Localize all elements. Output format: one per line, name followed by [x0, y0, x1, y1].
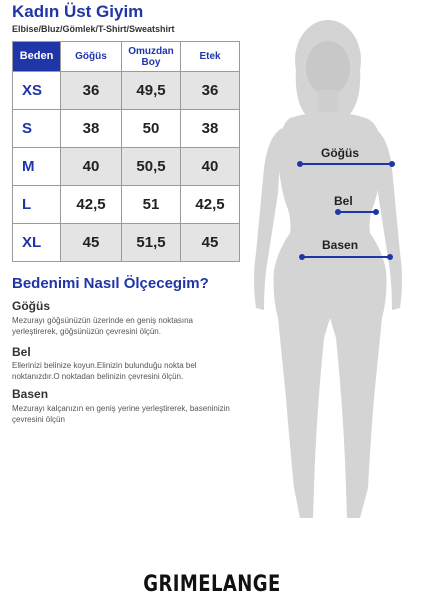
table-row — [13, 110, 240, 148]
size-cell: L — [13, 186, 61, 224]
gogus-cell: 38 — [61, 110, 122, 148]
hips-label: Basen — [322, 238, 359, 252]
brand-logo: GRIMELANGE — [143, 572, 281, 597]
gogus-cell: 36 — [61, 72, 122, 110]
size-cell: XL — [13, 224, 61, 262]
hips-marker-left — [299, 254, 305, 260]
guide-title: Bedenimi Nasıl Ölçecegim? — [12, 275, 209, 292]
body-silhouette — [250, 18, 420, 533]
boy-cell: 50,5 — [122, 148, 181, 186]
chest-marker-left — [297, 161, 303, 167]
header-omuzdan-boy — [122, 42, 181, 72]
page-subtitle: Elbise/Bluz/Gömlek/T-Shirt/Sweatshirt — [12, 24, 175, 34]
waist-label: Bel — [334, 194, 353, 208]
body-figure — [250, 18, 420, 533]
page-title: Kadın Üst Giyim — [12, 2, 144, 21]
etek-cell: 36 — [181, 72, 240, 110]
boy-cell: 50 — [122, 110, 181, 148]
chest-marker-right — [389, 161, 395, 167]
table-header-row — [13, 42, 240, 72]
bel-heading: Bel — [12, 345, 31, 359]
gogus-cell: 42,5 — [61, 186, 122, 224]
boy-cell: 49,5 — [122, 72, 181, 110]
bel-text: Ellerinizi belinize koyun.Elinizin bulunduğu nokta bel noktanızdır.O noktadan belinizin çevresini ölçün. — [12, 361, 197, 381]
table-row — [13, 72, 240, 110]
waist-marker-left — [335, 209, 341, 215]
hips-marker-right — [387, 254, 393, 260]
basen-heading: Basen — [12, 387, 49, 401]
etek-cell: 40 — [181, 148, 240, 186]
table-row — [13, 224, 240, 262]
header-beden: Beden — [13, 42, 61, 72]
boy-cell: 51,5 — [122, 224, 181, 262]
header-gogus: Göğüs — [61, 42, 122, 72]
table-row — [13, 148, 240, 186]
header-etek: Etek — [181, 42, 240, 72]
size-cell: M — [13, 148, 61, 186]
basen-text: Mezurayı kalçanızın en geniş yerine yerleştirerek, baseninizin çevresini ölçün — [12, 404, 230, 424]
etek-cell: 45 — [181, 224, 240, 262]
gogus-cell: 40 — [61, 148, 122, 186]
boy-cell: 51 — [122, 186, 181, 224]
chest-label: Göğüs — [321, 146, 359, 160]
gogus-text: Mezurayı göğsünüzün üzerinde en geniş noktasına yerleştirerek, göğsünüzün çevresini ölçün. — [12, 316, 194, 336]
waist-marker-right — [373, 209, 379, 215]
etek-cell: 38 — [181, 110, 240, 148]
header-omuzdan-boy-label: Omuzdan Boy — [128, 45, 174, 68]
size-chart-table — [12, 41, 240, 262]
size-cell: S — [13, 110, 61, 148]
table-row — [13, 186, 240, 224]
gogus-heading: Göğüs — [12, 299, 50, 313]
etek-cell: 42,5 — [181, 186, 240, 224]
gogus-cell: 45 — [61, 224, 122, 262]
size-cell: XS — [13, 72, 61, 110]
